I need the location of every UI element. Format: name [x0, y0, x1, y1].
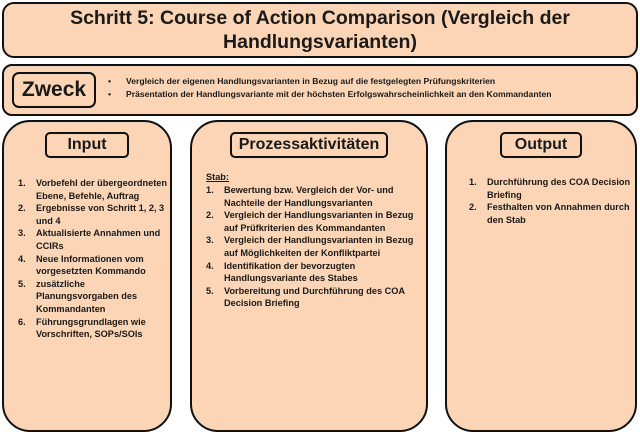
process-column [190, 120, 428, 432]
list-item: 3. Vergleich der Handlungsvarianten in Bezug auf Möglichkeiten der Konfliktpartei [206, 235, 414, 258]
diagram-title: Schritt 5: Course of Action Comparison (Vergleich der Handlungsvarianten) [70, 7, 570, 53]
purpose-band [2, 64, 638, 116]
output-heading: Output [500, 132, 582, 158]
process-list [206, 184, 426, 310]
list-item: 1. Vorbefehl der übergeordneten Ebene, Befehle, Auftrag [18, 178, 168, 201]
staff-subheading: Stab: [206, 172, 229, 182]
output-column [445, 120, 637, 432]
process-heading: Prozessaktivitäten [230, 132, 388, 158]
purpose-bullet: • Vergleich der eigenen Handlungsvarianten in Bezug auf die festgelegten Prüfungskriterien [108, 75, 551, 88]
list-item: 2. Vergleich der Handlungsvarianten in Bezug auf Prüfkriterien des Kommandanten [206, 210, 414, 233]
list-item: 1. Durchführung des COA Decision Briefing [469, 177, 631, 200]
purpose-list [108, 75, 551, 101]
list-item: 5. zusätzliche Planungsvorgaben des Kommandanten [18, 278, 138, 314]
list-item: 4. Neue Informationen vom vorgesetzten Kommando [18, 253, 146, 277]
list-item: 3. Aktualisierte Annahmen und CCIRs [18, 228, 161, 251]
purpose-bullet: • Präsentation der Handlungsvariante mit der höchsten Erfolgswahrscheinlichkeit an den Kommandanten [108, 88, 551, 101]
list-item: 5. Vorbereitung und Durchführung des COA Decision Briefing [206, 285, 405, 309]
output-list [469, 176, 634, 226]
list-item: 2. Ergebnisse von Schritt 1, 2, 3 und 4 [18, 203, 165, 226]
list-item: 6. Führungsgrundlagen wie Vorschriften, SOPs/SOIs [18, 316, 146, 340]
input-column [2, 120, 172, 432]
purpose-label: Zweck [12, 72, 96, 108]
list-item: 4. Identifikation der bevorzugten Handlungsvariante des Stabes [206, 260, 358, 284]
input-list [18, 177, 168, 341]
list-item: 2. Festhalten von Annahmen durch den Stab [469, 202, 630, 225]
list-item: 1. Bewertung bzw. Vergleich der Vor- und Nachteile der Handlungsvarianten [206, 185, 394, 208]
title-box [2, 2, 638, 58]
input-heading: Input [45, 132, 129, 158]
